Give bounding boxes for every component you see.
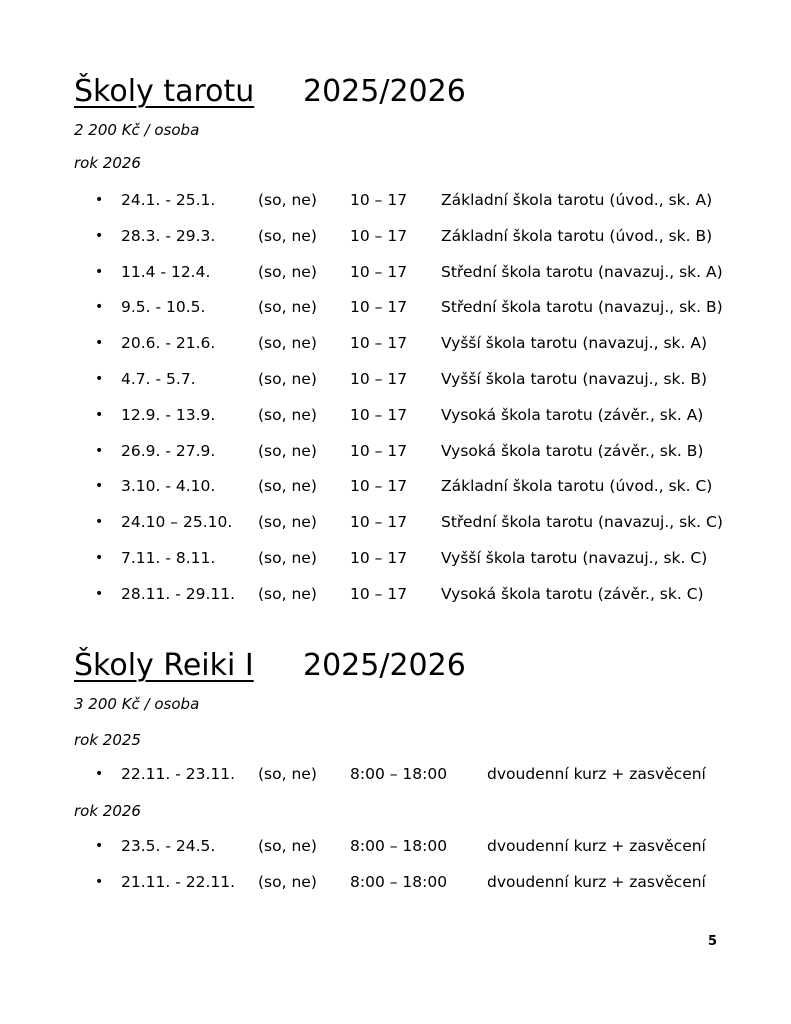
- schedule-row: [0, 870, 791, 894]
- row-date: 20.6. - 21.6.: [121, 334, 216, 353]
- row-time: 10 – 17: [350, 513, 408, 532]
- row-time: 10 – 17: [350, 191, 408, 209]
- row-time: 10 – 17: [350, 441, 408, 460]
- row-days: (so, ne): [258, 765, 317, 783]
- row-description: Vysoká škola tarotu (závěr., sk. C): [441, 584, 704, 603]
- row-days: (so, ne): [258, 226, 317, 245]
- row-date: 22.11. - 23.11.: [121, 765, 236, 783]
- row-description: Vyšší škola tarotu (navazuj., sk. C): [441, 549, 708, 567]
- tarot-year-label-2026: rok 2026: [74, 154, 141, 172]
- schedule-row: [0, 188, 791, 212]
- reiki-year-label-2026: rok 2026: [74, 802, 141, 820]
- row-time: 10 – 17: [350, 298, 408, 317]
- row-days: (so, ne): [258, 513, 317, 532]
- reiki-year: 2025/2026: [303, 648, 466, 683]
- schedule-row: [0, 295, 791, 319]
- row-days: (so, ne): [258, 837, 317, 855]
- schedule-row: [0, 762, 791, 786]
- row-description: Základní škola tarotu (úvod., sk. A): [441, 191, 713, 209]
- row-date: 9.5. - 10.5.: [121, 298, 206, 317]
- bullet-icon: •: [95, 335, 104, 352]
- row-days: (so, ne): [258, 441, 317, 460]
- row-time: 10 – 17: [350, 226, 408, 245]
- bullet-icon: •: [95, 442, 104, 459]
- row-date: 21.11. - 22.11.: [121, 873, 236, 891]
- row-days: (so, ne): [258, 477, 317, 496]
- reiki-title: Školy Reiki I: [74, 648, 254, 683]
- row-days: (so, ne): [258, 370, 317, 388]
- row-date: 28.3. - 29.3.: [121, 226, 216, 245]
- schedule-row: [0, 546, 791, 570]
- row-description: Vysoká škola tarotu (závěr., sk. B): [441, 441, 704, 460]
- reiki-price: 3 200 Kč / osoba: [74, 695, 200, 713]
- bullet-icon: •: [95, 514, 104, 531]
- row-time: 10 – 17: [350, 584, 408, 603]
- schedule-row: [0, 439, 791, 463]
- row-date: 12.9. - 13.9.: [121, 405, 216, 424]
- row-time: 10 – 17: [350, 334, 408, 353]
- row-date: 3.10. - 4.10.: [121, 477, 216, 496]
- row-description: Vysoká škola tarotu (závěr., sk. A): [441, 405, 704, 424]
- row-days: (so, ne): [258, 262, 317, 281]
- row-description: Vyšší škola tarotu (navazuj., sk. A): [441, 334, 708, 353]
- schedule-row: [0, 582, 791, 606]
- bullet-icon: •: [95, 263, 104, 280]
- schedule-row: [0, 260, 791, 284]
- schedule-row: [0, 510, 791, 534]
- row-description: Střední škola tarotu (navazuj., sk. A): [441, 262, 723, 281]
- row-description: Základní škola tarotu (úvod., sk. C): [441, 477, 713, 496]
- row-date: 26.9. - 27.9.: [121, 441, 216, 460]
- row-date: 23.5. - 24.5.: [121, 837, 216, 855]
- schedule-row: [0, 224, 791, 248]
- row-description: Vyšší škola tarotu (navazuj., sk. B): [441, 370, 708, 388]
- row-time: 10 – 17: [350, 262, 408, 281]
- schedule-row: [0, 474, 791, 498]
- bullet-icon: •: [95, 192, 104, 208]
- row-time: 10 – 17: [350, 477, 408, 496]
- row-days: (so, ne): [258, 405, 317, 424]
- tarot-title: Školy tarotu: [74, 74, 255, 109]
- tarot-year: 2025/2026: [303, 74, 466, 109]
- row-days: (so, ne): [258, 334, 317, 353]
- row-date: 24.10 – 25.10.: [121, 513, 233, 532]
- bullet-icon: •: [95, 227, 104, 244]
- page-number: 5: [708, 934, 718, 949]
- tarot-price: 2 200 Kč / osoba: [74, 121, 200, 139]
- row-description: Základní škola tarotu (úvod., sk. B): [441, 226, 713, 245]
- row-days: (so, ne): [258, 873, 317, 891]
- bullet-icon: •: [95, 585, 104, 602]
- row-date: 11.4 - 12.4.: [121, 262, 211, 281]
- schedule-row: [0, 367, 791, 391]
- row-days: (so, ne): [258, 584, 317, 603]
- row-description: Střední škola tarotu (navazuj., sk. C): [441, 513, 723, 532]
- row-time: 10 – 17: [350, 549, 408, 567]
- row-time: 10 – 17: [350, 405, 408, 424]
- bullet-icon: •: [95, 766, 104, 782]
- row-days: (so, ne): [258, 191, 317, 209]
- row-time: 10 – 17: [350, 370, 408, 388]
- schedule-row: [0, 331, 791, 355]
- row-description: Střední škola tarotu (navazuj., sk. B): [441, 298, 723, 317]
- row-description: dvoudenní kurz + zasvěcení: [487, 765, 706, 783]
- bullet-icon: •: [95, 550, 104, 566]
- bullet-icon: •: [95, 406, 104, 423]
- row-description: dvoudenní kurz + zasvěcení: [487, 837, 706, 855]
- bullet-icon: •: [95, 371, 104, 387]
- row-days: (so, ne): [258, 298, 317, 317]
- row-time: 8:00 – 18:00: [350, 873, 448, 891]
- row-date: 24.1. - 25.1.: [121, 191, 216, 209]
- row-date: 28.11. - 29.11.: [121, 584, 236, 603]
- row-date: 4.7. - 5.7.: [121, 370, 196, 388]
- reiki-year-label-2025: rok 2025: [74, 731, 141, 749]
- row-days: (so, ne): [258, 549, 317, 567]
- bullet-icon: •: [95, 478, 104, 495]
- bullet-icon: •: [95, 838, 104, 854]
- schedule-row: [0, 834, 791, 858]
- schedule-row: [0, 403, 791, 427]
- row-description: dvoudenní kurz + zasvěcení: [487, 873, 706, 891]
- bullet-icon: •: [95, 299, 104, 316]
- row-time: 8:00 – 18:00: [350, 837, 448, 855]
- row-date: 7.11. - 8.11.: [121, 549, 216, 567]
- bullet-icon: •: [95, 874, 104, 890]
- row-time: 8:00 – 18:00: [350, 765, 448, 783]
